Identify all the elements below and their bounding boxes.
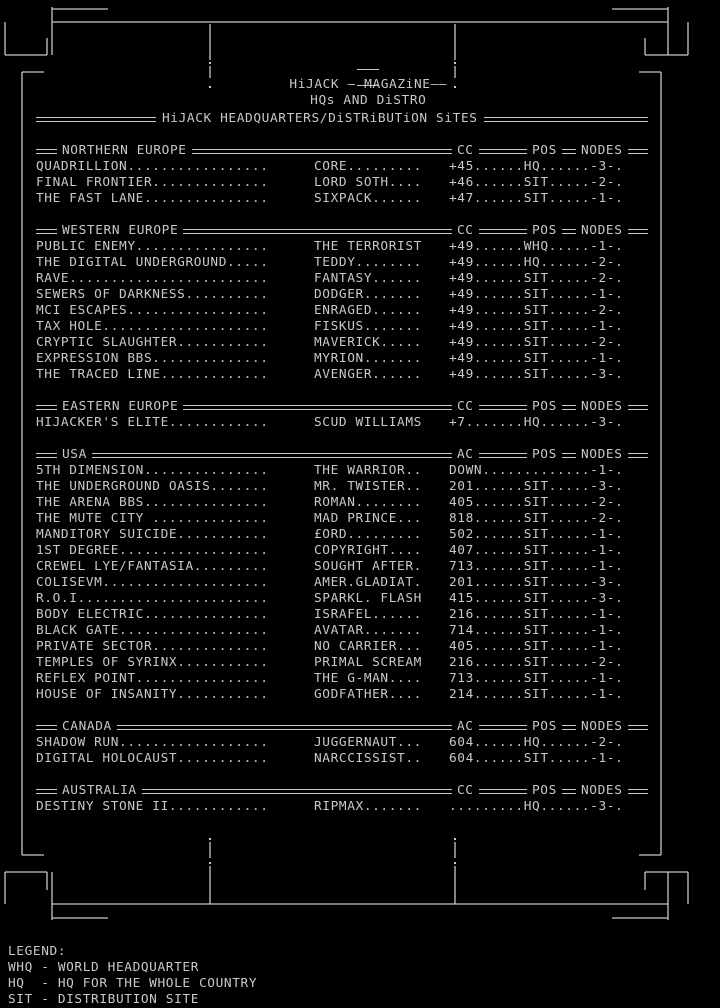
section-header <box>36 399 648 415</box>
board-info: +45......HQ......-3-. <box>449 159 624 174</box>
board-info: 214......SIT.....-1-. <box>449 687 624 702</box>
sysop-name: MYRION....... <box>314 351 422 366</box>
board-info: +49......WHQ.....-1-. <box>449 239 624 254</box>
column-pos-label: POS <box>527 223 562 238</box>
legend-item: HQ - HQ FOR THE WHOLE COUNTRY <box>8 976 258 991</box>
column-pos-label: POS <box>527 143 562 158</box>
section-title: CANADA <box>57 719 117 734</box>
board-info: +46......SIT.....-2-. <box>449 175 624 190</box>
column-code-label: CC <box>452 399 479 414</box>
column-code-label: AC <box>452 447 479 462</box>
column-nodes-label: NODES <box>576 223 628 238</box>
board-name: FINAL FRONTIER.............. <box>36 175 269 190</box>
section-header <box>36 783 648 799</box>
sysop-name: JUGGERNAUT... <box>314 735 422 750</box>
board-name: SHADOW RUN.................. <box>36 735 269 750</box>
board-info: +49......SIT.....-2-. <box>449 271 624 286</box>
sysop-name: NARCCISSIST.. <box>314 751 422 766</box>
board-info: 713......SIT.....-1-. <box>449 671 624 686</box>
sysop-name: £ORD......... <box>314 527 422 542</box>
sysop-name: TEDDY........ <box>314 255 422 270</box>
sysop-name: MAVERICK..... <box>314 335 422 350</box>
board-name: CREWEL LYE/FANTASIA......... <box>36 559 269 574</box>
board-name: HOUSE OF INSANITY........... <box>36 687 269 702</box>
sysop-name: AVATAR....... <box>314 623 422 638</box>
board-name: COLISEVM.................... <box>36 575 269 590</box>
column-pos-label: POS <box>527 783 562 798</box>
board-info: 201......SIT.....-3-. <box>449 575 624 590</box>
board-info: 604......SIT.....-1-. <box>449 751 624 766</box>
sysop-name: DODGER....... <box>314 287 422 302</box>
board-info: 216......SIT.....-2-. <box>449 655 624 670</box>
sysop-name: LORD SOTH.... <box>314 175 422 190</box>
sysop-name: GODFATHER.... <box>314 687 422 702</box>
sysop-name: FANTASY...... <box>314 271 422 286</box>
section-header <box>36 447 648 463</box>
sysop-name: PRIMAL SCREAM <box>314 655 422 670</box>
sysop-name: THE WARRIOR.. <box>314 463 422 478</box>
board-name: THE MUTE CITY .............. <box>36 511 269 526</box>
column-pos-label: POS <box>527 719 562 734</box>
board-name: PUBLIC ENEMY................ <box>36 239 269 254</box>
sysop-name: CORE......... <box>314 159 422 174</box>
board-name: THE UNDERGROUND OASIS....... <box>36 479 269 494</box>
board-name: 5TH DIMENSION............... <box>36 463 269 478</box>
board-name: EXPRESSION BBS.............. <box>36 351 269 366</box>
sysop-name: SCUD WILLIAMS <box>314 415 422 430</box>
board-info: 713......SIT.....-1-. <box>449 559 624 574</box>
board-name: MANDITORY SUICIDE........... <box>36 527 269 542</box>
board-info: 407......SIT.....-1-. <box>449 543 624 558</box>
section-title: NORTHERN EUROPE <box>57 143 192 158</box>
section-header <box>36 143 648 159</box>
sysop-name: FISKUS....... <box>314 319 422 334</box>
board-info: .........HQ......-3-. <box>449 799 624 814</box>
board-name: 1ST DEGREE.................. <box>36 543 269 558</box>
sysop-name: SIXPACK...... <box>314 191 422 206</box>
section-header <box>36 223 648 239</box>
section-title: WESTERN EUROPE <box>57 223 183 238</box>
board-name: CRYPTIC SLAUGHTER........... <box>36 335 269 350</box>
board-name: HIJACKER'S ELITE............ <box>36 415 269 430</box>
board-name: DESTINY STONE II............ <box>36 799 269 814</box>
sysop-name: NO CARRIER... <box>314 639 422 654</box>
column-nodes-label: NODES <box>576 399 628 414</box>
board-info: 714......SIT.....-1-. <box>449 623 624 638</box>
board-name: THE ARENA BBS............... <box>36 495 269 510</box>
sysop-name: MR. TWISTER.. <box>314 479 422 494</box>
magazine-subtitle-text: HQs AND DiSTRO <box>310 93 427 108</box>
board-name: QUADRILLION................. <box>36 159 269 174</box>
legend-title: LEGEND: <box>8 944 67 959</box>
board-info: 502......SIT.....-1-. <box>449 527 624 542</box>
board-info: 201......SIT.....-3-. <box>449 479 624 494</box>
column-code-label: CC <box>452 783 479 798</box>
board-name: MCI ESCAPES................. <box>36 303 269 318</box>
board-name: TEMPLES OF SYRINX........... <box>36 655 269 670</box>
sysop-name: RIPMAX....... <box>314 799 422 814</box>
board-info: 216......SIT.....-1-. <box>449 607 624 622</box>
board-info: +47......SIT.....-1-. <box>449 191 624 206</box>
board-name: RAVE........................ <box>36 271 269 286</box>
board-info: 405......SIT.....-2-. <box>449 495 624 510</box>
board-name: THE FAST LANE............... <box>36 191 269 206</box>
section-title: AUSTRALIA <box>57 783 142 798</box>
board-name: BODY ELECTRIC............... <box>36 607 269 622</box>
board-info: +49......SIT.....-1-. <box>449 351 624 366</box>
board-name: BLACK GATE.................. <box>36 623 269 638</box>
sysop-name: ENRAGED...... <box>314 303 422 318</box>
board-info: +49......SIT.....-1-. <box>449 287 624 302</box>
board-name: PRIVATE SECTOR.............. <box>36 639 269 654</box>
sysop-name: ROMAN........ <box>314 495 422 510</box>
board-info: +49......SIT.....-3-. <box>449 367 624 382</box>
sysop-name: AMER.GLADIAT. <box>314 575 422 590</box>
legend-item: SIT - DISTRIBUTION SITE <box>8 992 200 1007</box>
board-info: 818......SIT.....-2-. <box>449 511 624 526</box>
section-header <box>36 719 648 735</box>
distro-heading <box>36 111 648 127</box>
board-name: THE TRACED LINE............. <box>36 367 269 382</box>
board-info: +49......SIT.....-2-. <box>449 303 624 318</box>
board-info: DOWN.............-1-. <box>449 463 624 478</box>
legend-item: WHQ - WORLD HEADQUARTER <box>8 960 200 975</box>
sysop-name: MAD PRINCE... <box>314 511 422 526</box>
board-name: TAX HOLE.................... <box>36 319 269 334</box>
column-nodes-label: NODES <box>576 143 628 158</box>
board-info: 415......SIT.....-3-. <box>449 591 624 606</box>
board-name: SEWERS OF DARKNESS.......... <box>36 287 269 302</box>
column-nodes-label: NODES <box>576 447 628 462</box>
board-info: 405......SIT.....-1-. <box>449 639 624 654</box>
distro-heading-text: HiJACK HEADQUARTERS/DiSTRiBUTiON SiTES <box>156 111 484 126</box>
section-title: EASTERN EUROPE <box>57 399 183 414</box>
board-name: R.O.I....................... <box>36 591 269 606</box>
column-code-label: CC <box>452 143 479 158</box>
board-info: +49......HQ......-2-. <box>449 255 624 270</box>
sysop-name: AVENGER...... <box>314 367 422 382</box>
board-info: 604......HQ......-2-. <box>449 735 624 750</box>
sysop-name: COPYRIGHT.... <box>314 543 422 558</box>
board-name: DIGITAL HOLOCAUST........... <box>36 751 269 766</box>
board-name: THE DIGITAL UNDERGROUND..... <box>36 255 269 270</box>
board-info: +49......SIT.....-1-. <box>449 319 624 334</box>
sysop-name: ISRAFEL...... <box>314 607 422 622</box>
column-code-label: AC <box>452 719 479 734</box>
column-code-label: CC <box>452 223 479 238</box>
board-info: +49......SIT.....-2-. <box>449 335 624 350</box>
sysop-name: THE TERRORIST <box>314 239 422 254</box>
sysop-name: SOUGHT AFTER. <box>314 559 422 574</box>
column-nodes-label: NODES <box>576 719 628 734</box>
section-title: USA <box>57 447 92 462</box>
magazine-title-text: HiJACK — MAGAZiNE—— <box>289 77 448 92</box>
sysop-name: SPARKL. FLASH <box>314 591 422 606</box>
sysop-name: THE G-MAN.... <box>314 671 422 686</box>
board-name: REFLEX POINT................ <box>36 671 269 686</box>
column-pos-label: POS <box>527 399 562 414</box>
column-pos-label: POS <box>527 447 562 462</box>
board-info: +7.......HQ......-3-. <box>449 415 624 430</box>
subtitle-rule-left <box>357 85 379 86</box>
column-nodes-label: NODES <box>576 783 628 798</box>
